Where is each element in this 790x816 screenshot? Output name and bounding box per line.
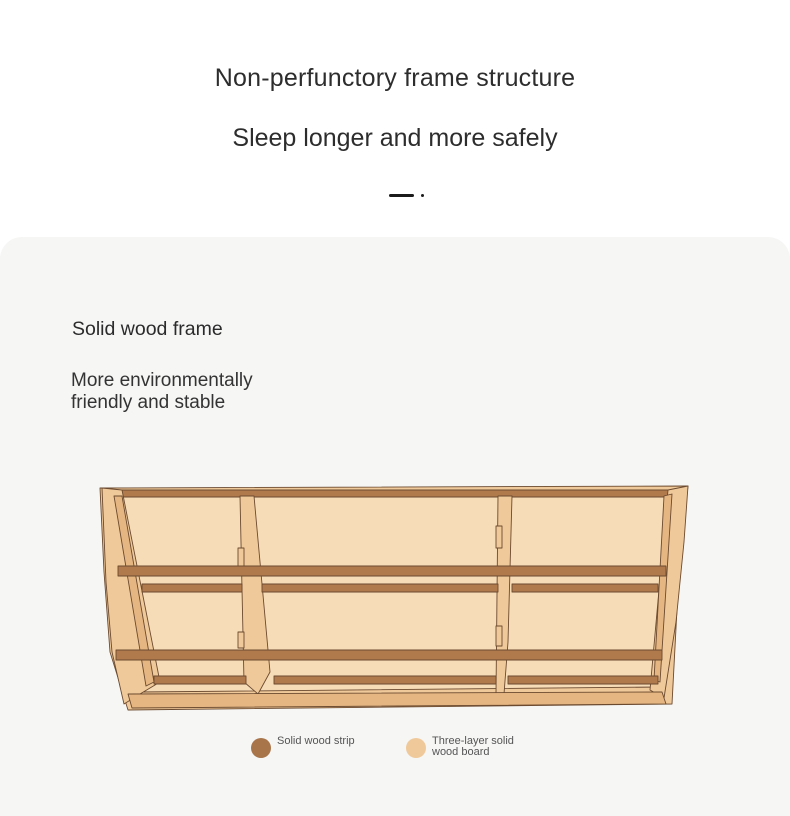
legend-label: Three-layer solid wood board — [432, 735, 514, 758]
slat-upper-back-2 — [262, 584, 498, 592]
tab-4 — [496, 626, 502, 646]
solid-wood-strip-swatch-icon — [251, 738, 271, 758]
tab-1 — [238, 548, 244, 566]
tab-2 — [496, 526, 502, 548]
base-front-lip — [128, 692, 666, 708]
slat-lower-front — [116, 650, 662, 660]
divider-mark — [389, 193, 429, 199]
three-layer-board-swatch-icon — [406, 738, 426, 758]
hero-title: Non-perfunctory frame structure — [214, 64, 576, 92]
top-rail-strip — [120, 490, 670, 497]
divider-dash — [389, 194, 414, 197]
slat-bottom-1 — [154, 676, 246, 684]
legend-label: Solid wood strip — [277, 735, 355, 747]
slat-bottom-2 — [274, 676, 496, 684]
hero-subtitle: Sleep longer and more safely — [232, 124, 558, 152]
feature-title: Solid wood frame — [72, 318, 223, 340]
slat-upper-back-3 — [512, 584, 658, 592]
bed-frame-illustration — [94, 482, 694, 716]
slat-upper-front — [118, 566, 666, 576]
slat-bottom-3 — [508, 676, 658, 684]
divider-dot — [421, 194, 424, 197]
tab-3 — [238, 632, 244, 648]
frame-back-panel — [120, 494, 668, 692]
slat-upper-back-1 — [142, 584, 242, 592]
feature-description: More environmentally friendly and stable — [71, 370, 253, 413]
